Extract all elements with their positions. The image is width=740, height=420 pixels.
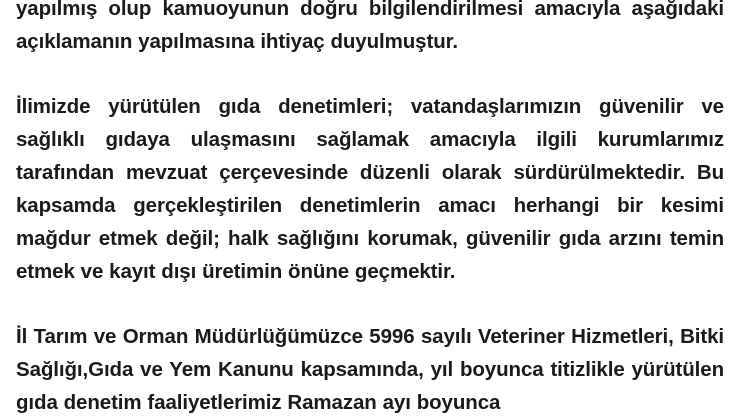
paragraph-inspections: İlimizde yürütülen gıda denetimleri; vatandaşlarımızın güvenilir ve sağlıklı gıdaya ulaşmasını sağlamak amacıyla ilgili kurumlarımız tarafından mevzuat çerçevesinde düzenli olarak sürdürülmektedir. Bu kapsamda gerçekleştirilen denetimlerin amacı herhangi bir kesimi mağdur etmek değil; halk sağlığını korumak, güvenilir gıda arzını temin etmek ve kayıt dışı üretimin önüne geçmektir. bbox=[16, 95, 724, 283]
paragraph-spacer bbox=[16, 288, 724, 320]
document-body bbox=[16, 0, 724, 419]
paragraph-directorate: İl Tarım ve Orman Müdürlüğümüzce 5996 sayılı Veteriner Hizmetleri, Bitki Sağlığı,Gıda ve Yem Kanunu kapsamında, yıl boyunca titizlikle yürütülen gıda denetim faaliyetlerimiz Ramazan ayı boyunca bbox=[16, 325, 724, 414]
paragraph-spacer bbox=[16, 58, 724, 90]
paragraph-intro: yapılmış olup kamuoyunun doğru bilgilendirilmesi amacıyla aşağıdaki açıklamanın yapılmasına ihtiyaç duyulmuştur. bbox=[16, 0, 724, 53]
